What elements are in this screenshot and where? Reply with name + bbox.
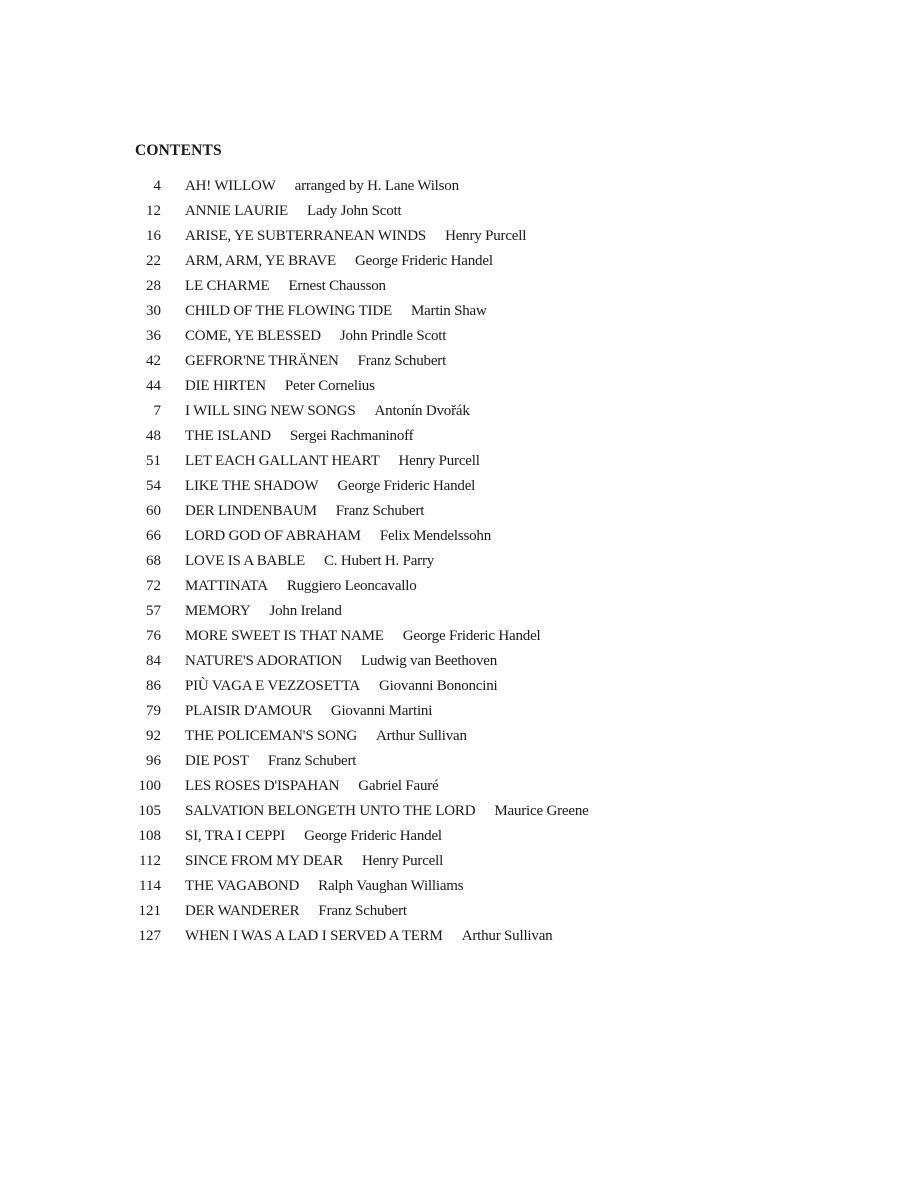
entry-song-title: ANNIE LAURIE — [185, 203, 288, 219]
contents-entry — [120, 674, 820, 699]
entry-page-number: 72 — [146, 578, 161, 594]
entry-composer: Giovanni Bononcini — [379, 678, 498, 694]
entry-composer: Sergei Rachmaninoff — [289, 428, 414, 444]
entry-song-title: MEMORY — [185, 603, 251, 619]
entry-page-number: 12 — [146, 203, 161, 219]
entry-song-title: PLAISIR D'AMOUR — [185, 703, 312, 719]
contents-entry — [120, 749, 820, 774]
entry-composer: C. Hubert H. Parry — [323, 553, 435, 569]
entry-page-number: 108 — [138, 828, 161, 844]
entry-page-number: 127 — [138, 928, 161, 944]
entry-page-number: 114 — [139, 878, 161, 894]
entry-page-number: 4 — [153, 178, 161, 194]
entry-page-number: 30 — [146, 303, 161, 319]
entry-song-title: THE ISLAND — [185, 428, 271, 444]
contents-entry — [120, 174, 820, 199]
contents-entry — [120, 399, 820, 424]
contents-entry — [120, 499, 820, 524]
entry-song-title: SI, TRA I CEPPI — [185, 828, 286, 844]
entry-song-title: MATTINATA — [185, 578, 268, 594]
entry-composer: Franz Schubert — [318, 903, 407, 919]
entry-song-title: THE VAGABOND — [185, 878, 300, 894]
entry-page-number: 66 — [146, 528, 161, 544]
entry-song-title: NATURE'S ADORATION — [185, 653, 343, 669]
entry-composer: George Frideric Handel — [304, 828, 442, 844]
entry-composer: Henry Purcell — [398, 453, 480, 469]
contents-entry — [120, 274, 820, 299]
entry-page-number: 68 — [146, 553, 161, 569]
contents-entry — [120, 199, 820, 224]
entry-page-number: 76 — [146, 628, 161, 644]
contents-entry — [120, 374, 820, 399]
entry-composer: Felix Mendelssohn — [379, 528, 491, 544]
entry-page-number: 84 — [146, 653, 161, 669]
entry-composer: Maurice Greene — [494, 803, 589, 819]
entry-page-number: 92 — [146, 728, 161, 744]
entry-page-number: 16 — [146, 228, 161, 244]
contents-entry — [120, 899, 820, 924]
entry-song-title: COME, YE BLESSED — [185, 328, 321, 344]
entry-composer: Arthur Sullivan — [376, 728, 467, 744]
entry-composer: Henry Purcell — [361, 853, 444, 869]
entry-page-number: 60 — [146, 503, 161, 519]
entry-song-title: DER WANDERER — [185, 903, 300, 919]
contents-entry — [120, 249, 820, 274]
entry-composer: Antonín Dvořák — [374, 403, 470, 419]
entry-song-title: LES ROSES D'ISPAHAN — [185, 778, 340, 794]
entry-page-number: 48 — [146, 428, 161, 444]
entry-composer: George Frideric Handel — [402, 628, 541, 644]
entry-song-title: LE CHARME — [185, 278, 270, 294]
entry-page-number: 7 — [153, 403, 161, 419]
contents-entry — [120, 299, 820, 324]
entry-page-number: 105 — [138, 803, 161, 819]
contents-list — [120, 174, 820, 949]
entry-composer: Henry Purcell — [445, 228, 527, 244]
entry-song-title: DER LINDENBAUM — [185, 503, 317, 519]
entry-page-number: 112 — [139, 853, 161, 869]
entry-page-number: 100 — [138, 778, 161, 794]
entry-song-title: WHEN I WAS A LAD I SERVED A TERM — [185, 928, 443, 944]
contents-heading: CONTENTS — [135, 142, 222, 159]
entry-page-number: 96 — [146, 753, 161, 769]
entry-composer: Franz Schubert — [335, 503, 425, 519]
entry-composer: George Frideric Handel — [355, 253, 493, 269]
entry-composer: John Ireland — [269, 603, 342, 619]
contents-entry — [120, 449, 820, 474]
entry-song-title: THE POLICEMAN'S SONG — [185, 728, 358, 744]
entry-page-number: 22 — [146, 253, 161, 269]
entry-song-title: AH! WILLOW — [185, 178, 276, 194]
contents-entry — [120, 599, 820, 624]
entry-composer: arranged by H. Lane Wilson — [294, 178, 459, 194]
contents-entry — [120, 324, 820, 349]
entry-composer: George Frideric Handel — [337, 478, 476, 494]
contents-entry — [120, 849, 820, 874]
contents-entry — [120, 724, 820, 749]
entry-composer: Franz Schubert — [357, 353, 447, 369]
entry-song-title: LIKE THE SHADOW — [185, 478, 319, 494]
entry-page-number: 42 — [146, 353, 161, 369]
entry-song-title: ARISE, YE SUBTERRANEAN WINDS — [185, 228, 427, 244]
contents-entry — [120, 224, 820, 249]
contents-entry — [120, 699, 820, 724]
entry-page-number: 51 — [146, 453, 161, 469]
contents-entry — [120, 774, 820, 799]
contents-entry — [120, 349, 820, 374]
entry-page-number: 121 — [138, 903, 161, 919]
entry-composer: Gabriel Fauré — [358, 778, 439, 794]
entry-song-title: SALVATION BELONGETH UNTO THE LORD — [185, 803, 476, 819]
contents-entry — [120, 524, 820, 549]
entry-song-title: LET EACH GALLANT HEART — [185, 453, 380, 469]
entry-page-number: 36 — [146, 328, 161, 344]
entry-page-number: 57 — [146, 603, 161, 619]
entry-composer: Lady John Scott — [307, 203, 402, 219]
entry-song-title: DIE HIRTEN — [185, 378, 266, 394]
entry-song-title: LORD GOD OF ABRAHAM — [185, 528, 361, 544]
contents-entry — [120, 474, 820, 499]
contents-entry — [120, 649, 820, 674]
entry-composer: Arthur Sullivan — [461, 928, 553, 944]
contents-entry — [120, 924, 820, 949]
entry-composer: Ruggiero Leoncavallo — [286, 578, 417, 594]
entry-song-title: MORE SWEET IS THAT NAME — [185, 628, 384, 644]
contents-entry — [120, 874, 820, 899]
entry-page-number: 54 — [146, 478, 161, 494]
contents-entry — [120, 549, 820, 574]
entry-page-number: 28 — [146, 278, 161, 294]
entry-composer: Martin Shaw — [410, 303, 487, 319]
entry-song-title: PIÙ VAGA E VEZZOSETTA — [185, 678, 361, 694]
entry-page-number: 44 — [146, 378, 161, 394]
entry-composer: Peter Cornelius — [284, 378, 375, 394]
entry-composer: Franz Schubert — [267, 753, 357, 769]
entry-song-title: ARM, ARM, YE BRAVE — [185, 253, 337, 269]
contents-entry — [120, 824, 820, 849]
contents-entry — [120, 624, 820, 649]
entry-composer: Ludwig van Beethoven — [361, 653, 497, 669]
entry-song-title: GEFROR'NE THRÄNEN — [185, 353, 339, 369]
entry-composer: Ralph Vaughan Williams — [318, 878, 464, 894]
contents-entry — [120, 799, 820, 824]
entry-song-title: CHILD OF THE FLOWING TIDE — [185, 303, 392, 319]
entry-composer: Ernest Chausson — [288, 278, 386, 294]
entry-composer: John Prindle Scott — [339, 328, 447, 344]
entry-song-title: SINCE FROM MY DEAR — [185, 853, 343, 869]
entry-page-number: 79 — [146, 703, 161, 719]
entry-song-title: I WILL SING NEW SONGS — [185, 403, 356, 419]
contents-entry — [120, 574, 820, 599]
entry-song-title: LOVE IS A BABLE — [185, 553, 305, 569]
entry-composer: Giovanni Martini — [330, 703, 433, 719]
entry-song-title: DIE POST — [185, 753, 249, 769]
entry-page-number: 86 — [146, 678, 161, 694]
contents-entry — [120, 424, 820, 449]
